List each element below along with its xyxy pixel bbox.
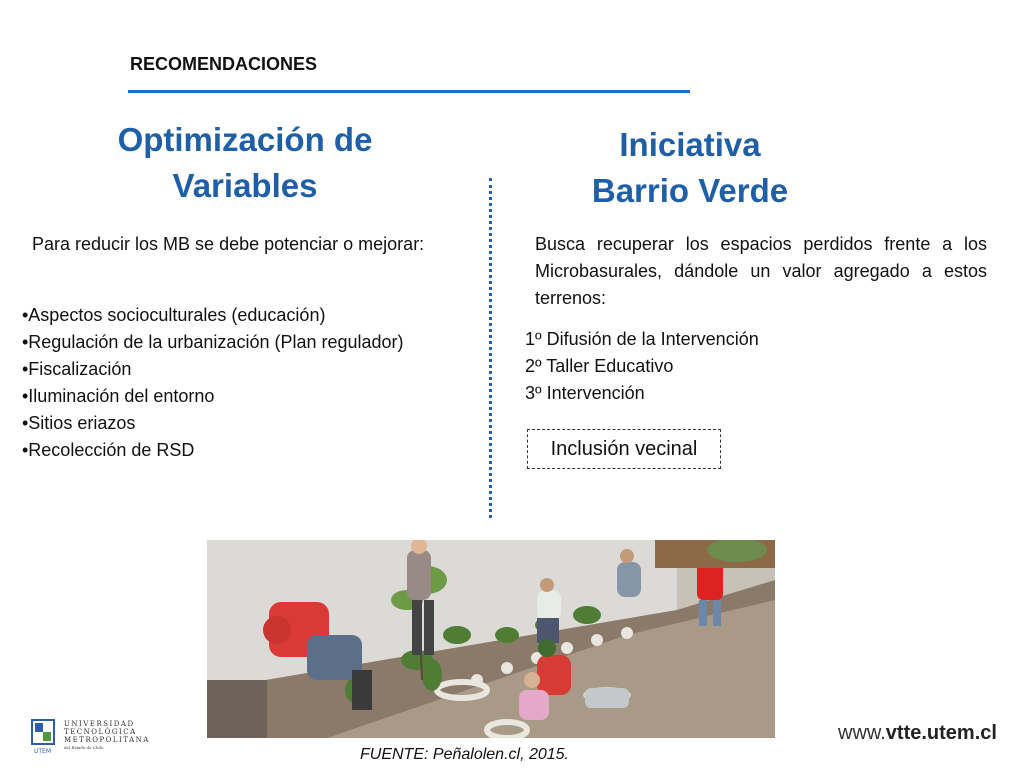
list-item: •Fiscalización — [22, 359, 132, 379]
community-garden-photo — [207, 540, 775, 738]
svg-text:UNIVERSIDAD: UNIVERSIDAD — [64, 720, 135, 728]
university-logo — [30, 716, 170, 756]
list-item: •Aspectos socioculturales (educación) — [22, 305, 326, 325]
left-list — [22, 302, 492, 464]
right-heading-line1: Iniciativa — [619, 126, 761, 163]
step-item: 3º Intervención — [525, 383, 645, 403]
list-item: •Recolección de RSD — [22, 440, 195, 460]
left-heading-line2: Variables — [172, 167, 318, 204]
svg-text:TECNOLÓGICA: TECNOLÓGICA — [64, 728, 137, 736]
svg-text:UTEM: UTEM — [34, 748, 52, 755]
url-main: vtte.utem.cl — [885, 722, 997, 744]
left-heading-line1: Optimización de — [117, 121, 373, 158]
step-item: 1º Difusión de la Intervención — [525, 329, 759, 349]
inclusion-box: Inclusión vecinal — [527, 429, 721, 469]
step-item: 2º Taller Educativo — [525, 356, 674, 376]
steps-list — [525, 326, 925, 407]
list-item: •Sitios eriazos — [22, 413, 136, 433]
svg-text:METROPOLITANA: METROPOLITANA — [64, 736, 150, 744]
svg-text:del Estado de Chile: del Estado de Chile — [64, 745, 104, 750]
list-item: •Iluminación del entorno — [22, 386, 215, 406]
site-url[interactable] — [838, 722, 997, 745]
source-caption: FUENTE: Peñalolen.cl, 2015. — [360, 746, 569, 763]
right-heading — [520, 122, 860, 214]
list-item: •Regulación de la urbanización (Plan regulador) — [22, 332, 404, 352]
right-heading-line2: Barrio Verde — [591, 172, 789, 209]
url-prefix: www. — [838, 722, 886, 744]
section-label: RECOMENDACIONES — [130, 54, 318, 74]
left-intro: Para reducir los MB se debe potenciar o mejorar: — [32, 234, 425, 254]
header-rule — [128, 90, 690, 93]
left-heading — [30, 117, 460, 209]
right-intro: Busca recuperar los espacios perdidos frente a los Microbasurales, dándole un valor agregado a estos terrenos: — [535, 234, 987, 308]
